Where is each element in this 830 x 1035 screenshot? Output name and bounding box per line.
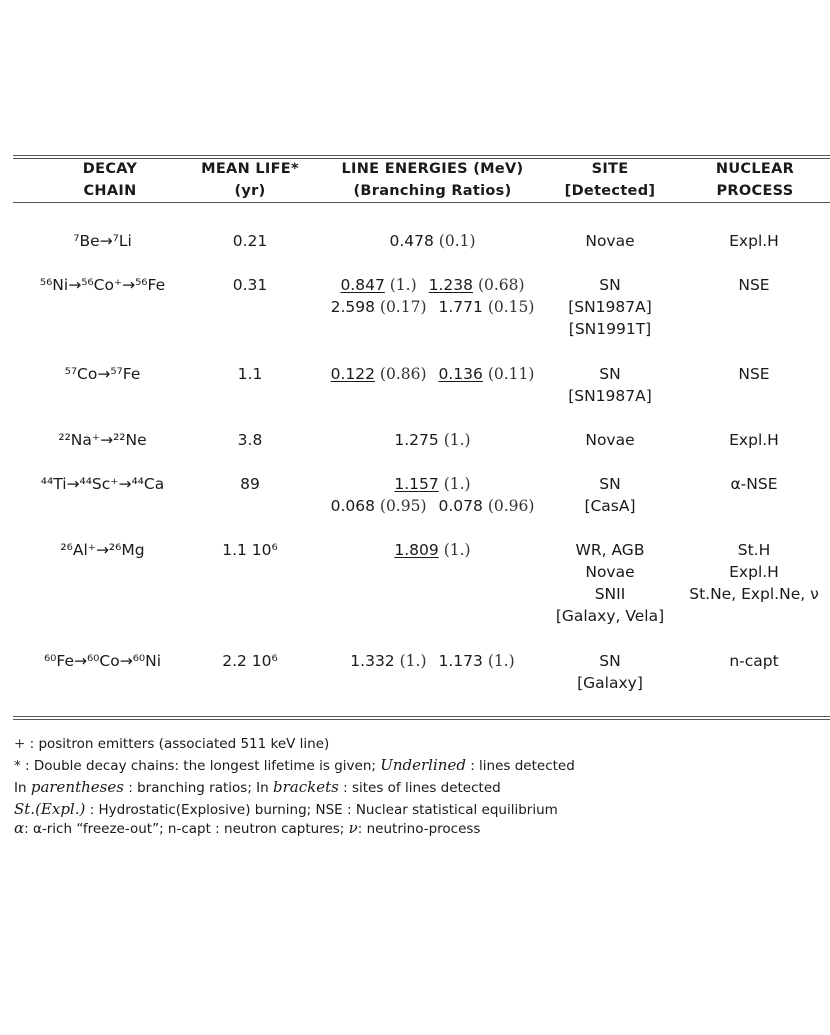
site-cell	[550, 539, 670, 627]
line-energy: 0.068	[330, 497, 375, 515]
line-energy: 1.275	[394, 431, 439, 449]
header-mean-life	[190, 158, 310, 202]
site-line: [SN1991T]	[568, 320, 652, 338]
footnote-burning	[14, 799, 558, 820]
header-rule	[13, 202, 830, 203]
site-line: Novae	[585, 431, 635, 449]
branching-ratio: (1.)	[487, 652, 515, 670]
branching-ratio: (1.)	[443, 475, 471, 493]
footnote-branching-text: : branching ratios; In	[123, 780, 273, 796]
header-line-energies-line2: (Branching Ratios)	[353, 183, 512, 199]
bottom-rule-1	[13, 716, 830, 717]
process-line: NSE	[738, 276, 770, 294]
energy-line	[300, 230, 565, 252]
nuclear-process-cell	[678, 274, 830, 296]
mean-life-cell: 0.31	[232, 276, 268, 294]
bottom-rule-2	[13, 719, 830, 720]
line-energy: 1.173	[438, 652, 483, 670]
footnote-burning-text: : Hydrostatic(Explosive) burning; NSE : Nuclear statistical equilibrium	[85, 802, 558, 818]
mean-life-cell: 1.1 10⁶	[222, 541, 278, 559]
footnote-parentheses	[14, 777, 501, 798]
line-energy: 0.478	[389, 232, 434, 250]
footnote-in-1: In	[14, 780, 31, 796]
nuclear-process-cell	[678, 473, 830, 495]
process-line: NSE	[738, 365, 770, 383]
energy-line	[300, 539, 565, 561]
energy-line	[300, 363, 565, 385]
header-nuclear-process	[690, 158, 820, 202]
process-line: Expl.H	[729, 232, 779, 250]
branching-ratio: (0.96)	[487, 497, 535, 515]
header-line-energies	[320, 158, 545, 202]
site-line: SN	[599, 365, 621, 383]
mean-life-cell: 1.1	[237, 365, 263, 383]
line-energy: 1.238	[428, 276, 474, 294]
line-energy: 1.332	[350, 652, 395, 670]
nuclear-process-cell	[678, 363, 830, 385]
site-line: [Galaxy]	[577, 674, 643, 692]
decay-chain-cell: ⁵⁷Co→⁵⁷Fe	[64, 365, 141, 383]
footnote-plus-symbol: +	[14, 736, 26, 752]
branching-ratio: (1.)	[389, 276, 417, 294]
site-cell	[550, 473, 670, 517]
header-nuclear-process-line2: PROCESS	[716, 183, 794, 199]
mean-life-cell: 89	[240, 475, 260, 493]
line-energy: 1.809	[394, 541, 439, 559]
footnote-star-symbol: *	[14, 758, 21, 774]
line-energies-cell	[300, 429, 565, 451]
process-line: α-NSE	[730, 475, 778, 493]
branching-ratio: (0.11)	[487, 365, 535, 383]
footnote-nu-text: : neutrino-process	[357, 821, 481, 837]
header-nuclear-process-line1: NUCLEAR	[715, 161, 795, 177]
site-cell	[550, 230, 670, 252]
site-cell	[550, 429, 670, 451]
branching-ratio: (0.68)	[477, 276, 525, 294]
header-site-line2: [Detected]	[564, 183, 656, 199]
line-energies-cell	[300, 363, 565, 385]
footnote-positron	[14, 734, 329, 754]
footnote-double-decay	[14, 755, 575, 776]
line-energies-cell	[300, 230, 565, 252]
line-energy: 2.598	[330, 298, 375, 316]
energy-line	[300, 650, 565, 672]
line-energies-cell	[300, 650, 565, 672]
line-energies-cell	[300, 274, 565, 318]
footnote-alpha-text: : α-rich “freeze-out”; n-capt : neutron captures;	[24, 821, 349, 837]
branching-ratio: (0.1)	[438, 232, 476, 250]
decay-chain-cell: ⁶⁰Fe→⁶⁰Co→⁶⁰Ni	[43, 652, 162, 670]
nuclear-process-cell	[678, 429, 830, 451]
nuclear-process-cell	[678, 230, 830, 252]
site-line: Novae	[585, 563, 635, 581]
footnote-alpha	[14, 818, 480, 839]
line-energy: 1.157	[394, 475, 439, 493]
site-line: SN	[599, 276, 621, 294]
header-site	[550, 158, 670, 202]
line-energy: 0.122	[330, 365, 375, 383]
top-rule-1	[13, 155, 830, 156]
site-line: Novae	[585, 232, 635, 250]
footnote-underlined-word: Underlined	[380, 756, 466, 774]
branching-ratio: (0.17)	[379, 298, 427, 316]
footnote-nu-symbol: ν	[348, 819, 358, 837]
site-line: [Galaxy, Vela]	[555, 607, 665, 625]
mean-life-cell: 0.21	[232, 232, 268, 250]
site-cell	[550, 363, 670, 407]
site-line: SN	[599, 475, 621, 493]
header-decay-chain-line2: CHAIN	[83, 183, 137, 199]
site-line: SN	[599, 652, 621, 670]
branching-ratio: (1.)	[443, 541, 471, 559]
branching-ratio: (1.)	[443, 431, 471, 449]
branching-ratio: (1.)	[399, 652, 427, 670]
site-cell	[550, 650, 670, 694]
energy-line	[300, 429, 565, 451]
site-line: [CasA]	[584, 497, 636, 515]
mean-life-cell: 3.8	[237, 431, 263, 449]
footnote-alpha-symbol: α	[14, 819, 25, 837]
header-mean-life-line2: (yr)	[234, 183, 266, 199]
header-line-energies-line1: LINE ENERGIES (MeV)	[341, 161, 524, 177]
decay-chain-cell: ²⁶Al⁺→²⁶Mg	[60, 541, 145, 559]
line-energy: 0.078	[438, 497, 483, 515]
branching-ratio: (0.15)	[487, 298, 535, 316]
nuclear-process-cell	[678, 539, 830, 605]
energy-line	[300, 274, 565, 296]
line-energies-cell	[300, 473, 565, 517]
mean-life-cell: 2.2 10⁶	[222, 652, 278, 670]
process-line: Expl.H	[729, 431, 779, 449]
decay-chain-cell: ⁵⁶Ni→⁵⁶Co⁺→⁵⁶Fe	[39, 276, 166, 294]
footnote-st-expl-word: St.(Expl.)	[14, 800, 86, 818]
branching-ratio: (0.86)	[379, 365, 427, 383]
energy-line	[300, 296, 565, 318]
footnote-brackets-word: brackets	[273, 778, 339, 796]
site-line: SNII	[594, 585, 626, 603]
branching-ratio: (0.95)	[379, 497, 427, 515]
site-line: [SN1987A]	[568, 387, 652, 405]
header-decay-chain	[40, 158, 180, 202]
site-line: WR, AGB	[575, 541, 645, 559]
decay-chain-cell: ⁷Be→⁷Li	[73, 232, 132, 250]
process-line: n-capt	[729, 652, 779, 670]
line-energy: 0.136	[438, 365, 483, 383]
line-energy: 1.771	[438, 298, 483, 316]
footnote-sites-text: : sites of lines detected	[338, 780, 501, 796]
decay-chain-cell: ⁴⁴Ti→⁴⁴Sc⁺→⁴⁴Ca	[40, 475, 165, 493]
footnote-positron-text: : positron emitters (associated 511 keV line)	[25, 736, 330, 752]
process-line: St.H	[737, 541, 771, 559]
nuclear-process-cell	[678, 650, 830, 672]
line-energies-cell	[300, 539, 565, 561]
process-line: Expl.H	[729, 563, 779, 581]
decay-chain-cell: ²²Na⁺→²²Ne	[58, 431, 147, 449]
line-energy: 0.847	[340, 276, 385, 294]
footnote-double-decay-text: : Double decay chains: the longest lifetime is given;	[20, 758, 381, 774]
footnote-parentheses-word: parentheses	[30, 778, 124, 796]
process-line: St.Ne, Expl.Ne, ν	[689, 585, 819, 603]
header-decay-chain-line1: DECAY	[82, 161, 138, 177]
energy-line	[300, 495, 565, 517]
footnote-underlined-text: : lines detected	[465, 758, 575, 774]
site-cell	[550, 274, 670, 340]
header-site-line1: SITE	[591, 161, 629, 177]
energy-line	[300, 473, 565, 495]
site-line: [SN1987A]	[568, 298, 652, 316]
header-mean-life-line1: MEAN LIFE*	[201, 161, 299, 177]
